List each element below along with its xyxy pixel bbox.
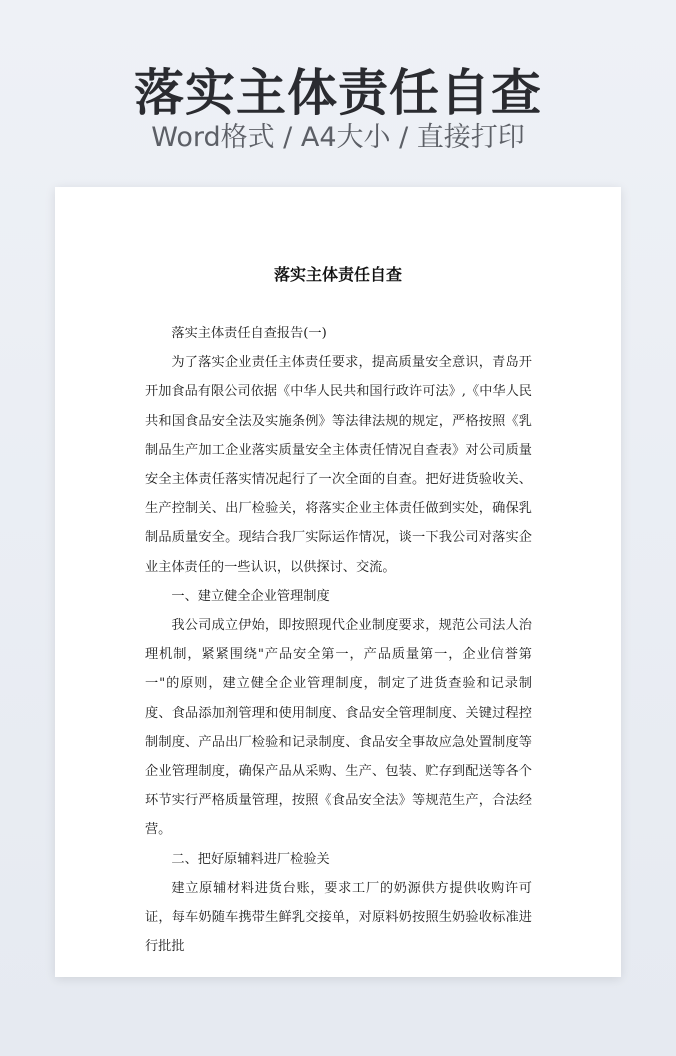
- section-heading: 二、把好原辅料进厂检验关: [171, 851, 330, 867]
- banner: [0, 0, 676, 180]
- banner-title: 落实主体责任自查: [134, 64, 542, 122]
- body-paragraph: 为了落实企业责任主体责任要求，提高质量安全意识，青岛开开加食品有限公司依据《中华人民共和国行政许可法》,《中华人民共和国食品安全法及实施条例》等法律法规的规定，严格按照《乳制品生产加工企业落实质量安全主体责任情况自查表》对公司质量安全主体责任落实情况起行了一次全面的自查。把好进货验收关、生产控制关、出厂检验关，将落实企业主体责任做到实处，确保乳制品质量安全。现结合我厂实际运作情况，谈一下我公司对落实企业主体责任的一些认识，以供探讨、交流。: [145, 355, 532, 575]
- body-paragraph: 建立原辅材料进货台账，要求工厂的奶源供方提供收购许可证，每车奶随车携带生鲜乳交接单，对原料奶按照生奶验收标准进行批批: [145, 880, 532, 955]
- section-heading: 一、建立健全企业管理制度: [171, 588, 330, 604]
- document-page: [55, 187, 621, 977]
- body-paragraph: 我公司成立伊始，即按照现代企业制度要求，规范公司法人治理机制，紧紧围绕"产品安全第一，产品质量第一，企业信誉第一"的原则，建立健全企业管理制度，制定了进货查验和记录制度、食品添加剂管理和使用制度、食品安全管理制度、关键过程控制制度、产品出厂检验和记录制度、食品安全事故应急处置制度等企业管理制度，确保产品从采购、生产、包装、贮存到配送等各个环节实行严格质量管理，按照《食品安全法》等规范生产，合法经营。: [145, 618, 532, 838]
- document-body: [145, 319, 532, 961]
- report-subtitle: 落实主体责任自查报告(一): [171, 326, 327, 341]
- banner-subtitle: Word格式 / A4大小 / 直接打印: [151, 122, 525, 153]
- document-title: 落实主体责任自查: [273, 265, 402, 284]
